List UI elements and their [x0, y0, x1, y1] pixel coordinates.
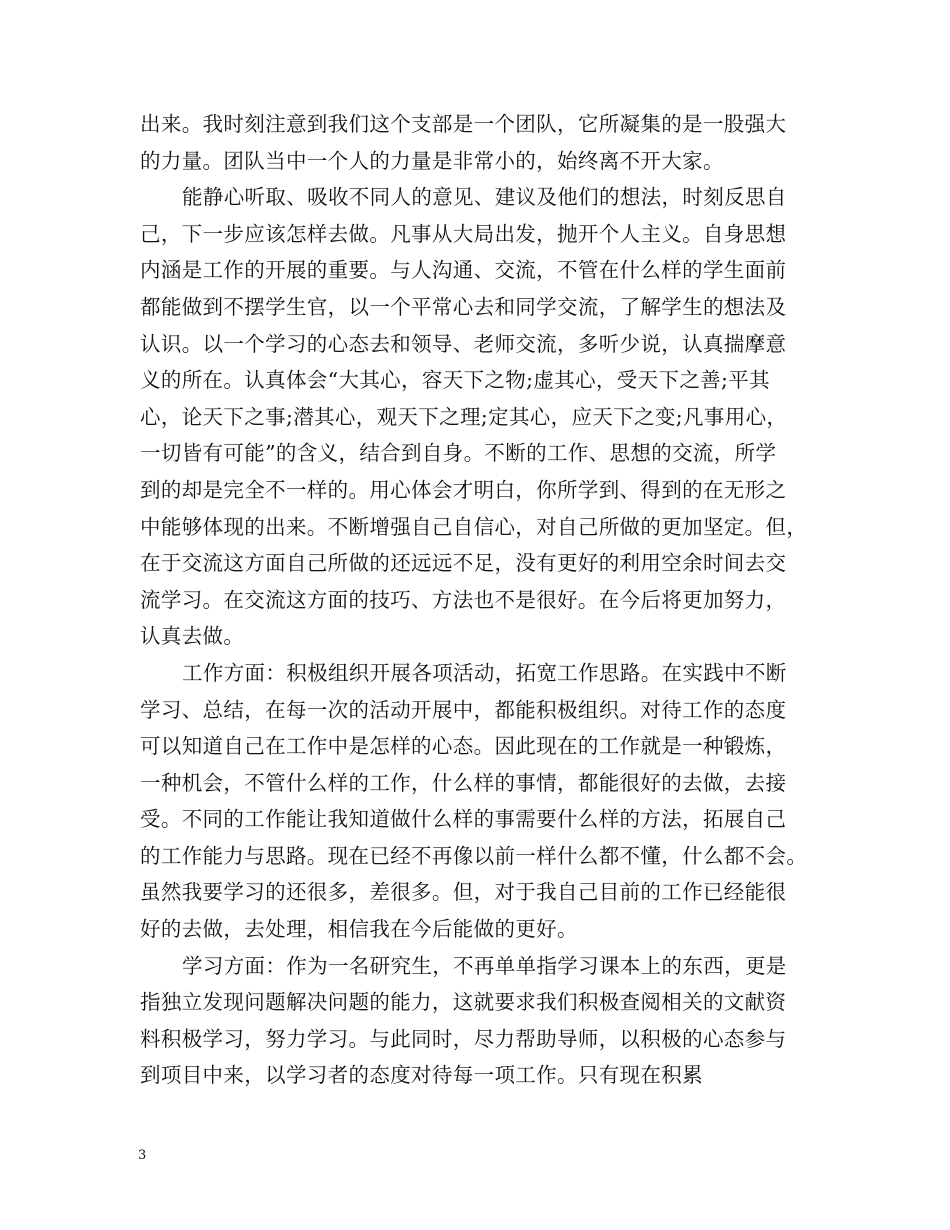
- text-line: 在于交流这方面自己所做的还远远不足，没有更好的利用空余时间去交: [140, 551, 787, 576]
- text-line: 到的却是完全不一样的。用心体会才明白，你所学到、得到的在无形之: [140, 477, 787, 502]
- text-line: 出来。我时刻注意到我们这个支部是一个团队，它所凝集的是一股强大: [140, 112, 787, 136]
- text-line: 的工作能力与思路。现在已经不再像以前一样什么都不懂，什么都不会。: [140, 843, 808, 868]
- text-line: 认识。以一个学习的心态去和领导、老师交流，多听少说，认真揣摩意: [140, 331, 787, 356]
- text-line: 可以知道自己在工作中是怎样的心态。因此现在的工作就是一种锻炼，: [140, 734, 787, 759]
- text-line: 学习方面：作为一名研究生，不再单单指学习课本上的东西，更是: [182, 953, 787, 978]
- text-line: 学习、总结，在每一次的活动开展中，都能积极组织。对待工作的态度: [140, 697, 787, 722]
- text-line: 都能做到不摆学生官，以一个平常心去和同学交流，了解学生的想法及: [140, 294, 787, 319]
- text-line: 内涵是工作的开展的重要。与人沟通、交流，不管在什么样的学生面前: [140, 258, 787, 283]
- page-number: 3: [138, 1148, 147, 1163]
- text-line: 中能够体现的出来。不断增强自己自信心，对自己所做的更加坚定。但，: [140, 514, 808, 539]
- text-line: 己，下一步应该怎样去做。凡事从大局出发，抛开个人主义。自身思想: [140, 221, 787, 246]
- text-line: 能静心听取、吸收不同人的意见、建议及他们的想法，时刻反思自: [182, 185, 787, 210]
- text-line: 受。不同的工作能让我知道做什么样的事需要什么样的方法，拓展自己: [140, 807, 787, 832]
- text-line: 一切皆有可能”的含义，结合到自身。不断的工作、思想的交流，所学: [140, 441, 777, 466]
- text-line: 到项目中来，以学习者的态度对待每一项工作。只有现在积累: [140, 1063, 703, 1088]
- body-text: [140, 106, 830, 1094]
- text-line: 指独立发现问题解决问题的能力，这就要求我们积极查阅相关的文献资: [140, 990, 787, 1015]
- text-line: 一种机会，不管什么样的工作，什么样的事情，都能很好的去做，去接: [140, 770, 787, 795]
- text-line: 流学习。在交流这方面的技巧、方法也不是很好。在今后将更加努力，: [140, 587, 787, 612]
- text-line: 的力量。团队当中一个人的力量是非常小的，始终离不开大家。: [140, 148, 724, 173]
- text-line: 认真去做。: [140, 624, 245, 649]
- text-line: 义的所在。认真体会“大其心，容天下之物;虚其心，受天下之善;平其: [140, 368, 770, 393]
- text-line: 心，论天下之事;潜其心，观天下之理;定其心，应天下之变;凡事用心，: [140, 404, 788, 429]
- text-line: 工作方面：积极组织开展各项活动，拓宽工作思路。在实践中不断: [182, 660, 787, 685]
- text-line: 虽然我要学习的还很多，差很多。但，对于我自己目前的工作已经能很: [140, 880, 787, 905]
- text-line: 好的去做，去处理，相信我在今后能做的更好。: [140, 917, 578, 942]
- text-line: 料积极学习，努力学习。与此同时，尽力帮助导师，以积极的心态参与: [140, 1026, 787, 1051]
